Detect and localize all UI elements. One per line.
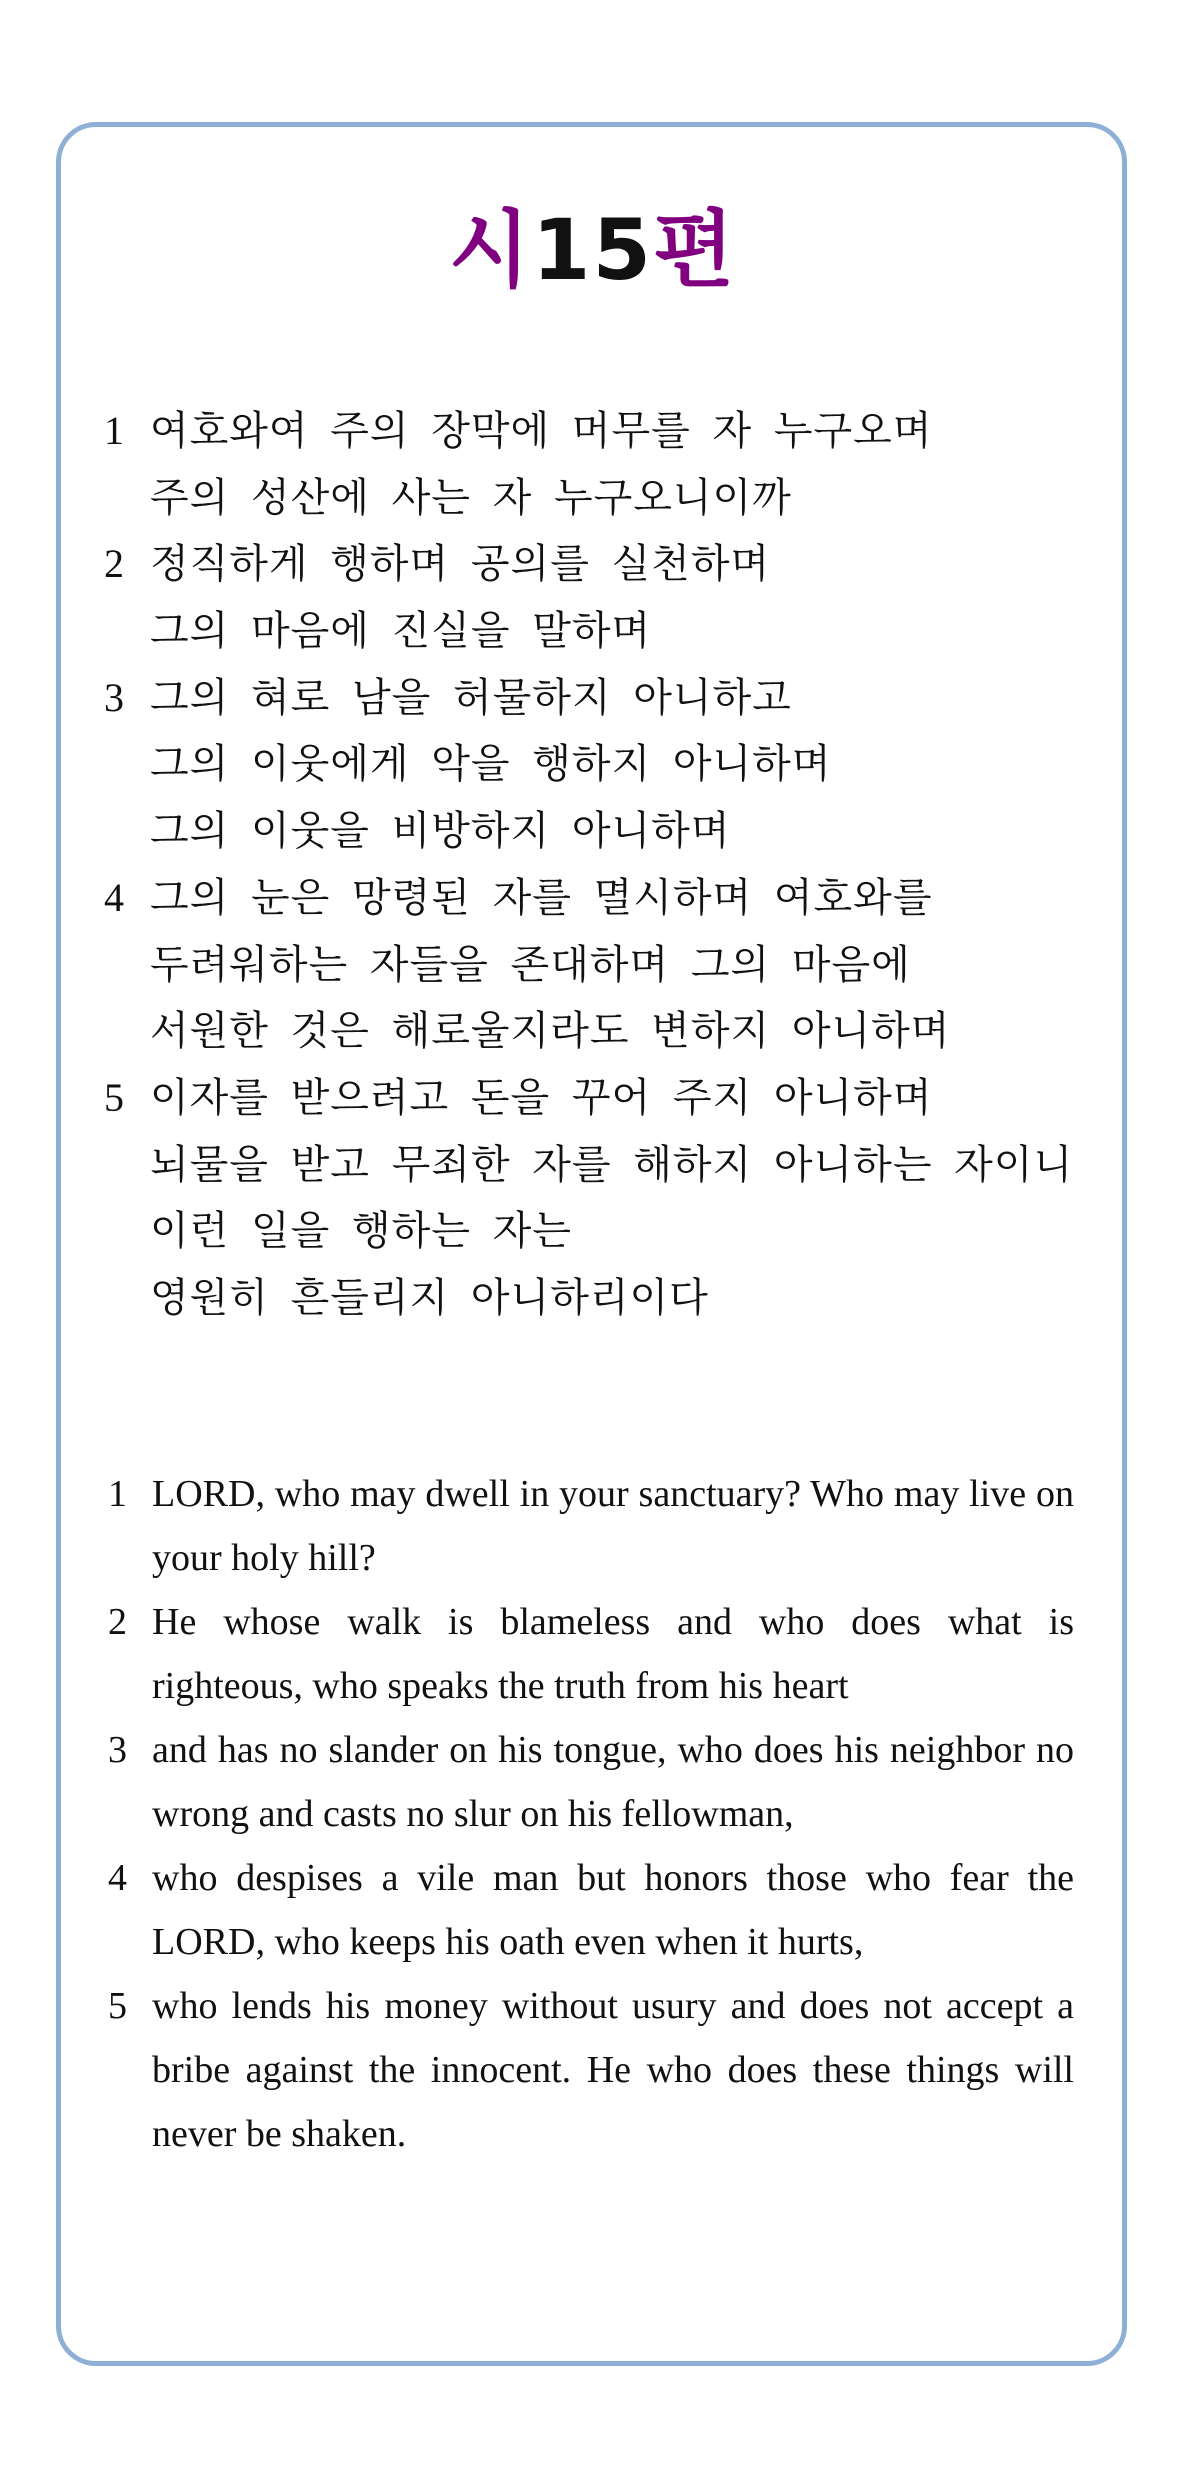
korean-verse-text: 영원히 흔들리지 아니하리이다	[150, 1274, 709, 1321]
english-verse	[104, 1590, 1074, 1718]
korean-verse-line	[100, 1065, 1120, 1132]
korean-verse-text: 이런 일을 행하는 자는	[150, 1208, 572, 1255]
english-verse	[104, 1974, 1074, 2166]
english-verse	[104, 1462, 1074, 1590]
korean-verse-line	[100, 598, 1120, 665]
english-verse-text: who despises a vile man but honors those who fear the LORD, who keeps his oath even when it hurts,	[152, 1857, 1074, 1963]
english-verse-text: LORD, who may dwell in your sanctuary? Who may live on your holy hill?	[152, 1473, 1074, 1579]
korean-verse-line	[100, 731, 1120, 798]
korean-verse-text: 그의 마음에 진실을 말하며	[150, 608, 652, 655]
korean-verse-text: 그의 이웃을 비방하지 아니하며	[150, 808, 731, 855]
title-suffix: 편	[652, 201, 737, 299]
korean-verse-line	[100, 932, 1120, 999]
korean-verse-text: 그의 눈은 망령된 자를 멸시하며 여호와를	[150, 874, 933, 921]
verse-number: 1	[104, 408, 125, 453]
verse-number: 1	[108, 1473, 127, 1515]
verse-number: 5	[108, 1985, 127, 2027]
english-verse-text: He whose walk is blameless and who does what is righteous, who speaks the truth from his heart	[152, 1601, 1074, 1707]
korean-verse-text: 그의 이웃에게 악을 행하지 아니하며	[150, 741, 832, 788]
korean-verse-text: 이자를 받으려고 돈을 꾸어 주지 아니하며	[150, 1074, 933, 1121]
title-prefix: 시	[448, 201, 533, 299]
korean-verse-text: 정직하게 행하며 공의를 실천하며	[150, 541, 771, 588]
korean-verse-line	[100, 398, 1120, 465]
verse-number: 5	[104, 1074, 125, 1120]
korean-verse-line	[100, 998, 1120, 1065]
english-verse	[104, 1718, 1074, 1846]
korean-verse-text: 여호와여 주의 장막에 머무를 자 누구오며	[150, 408, 933, 454]
korean-verse-line	[100, 1132, 1120, 1199]
korean-verse-text: 서원한 것은 해로울지라도 변하지 아니하며	[150, 1008, 951, 1055]
english-verse	[104, 1846, 1074, 1974]
english-verse-text: and has no slander on his tongue, who does his neighbor no wrong and casts no slur on his fellowman,	[152, 1729, 1074, 1835]
title-number: 15	[532, 201, 653, 299]
korean-verse-text: 그의 혀로 남을 허물하지 아니하고	[150, 674, 792, 721]
verse-number: 4	[108, 1857, 127, 1899]
verse-number: 3	[108, 1729, 127, 1771]
korean-verse-line	[100, 665, 1120, 732]
korean-verse-line	[100, 1265, 1120, 1332]
verse-number: 2	[108, 1601, 127, 1643]
english-verse-text: who lends his money without usury and does not accept a bribe against the innocent. He who does these things will never be shaken.	[152, 1985, 1074, 2155]
korean-verse-line	[100, 865, 1120, 932]
verse-number: 2	[104, 541, 125, 587]
verse-number: 4	[104, 874, 125, 920]
korean-verse-text: 뇌물을 받고 무죄한 자를 해하지 아니하는 자이니	[150, 1141, 1074, 1188]
korean-text	[100, 398, 1120, 1332]
korean-verse-line	[100, 531, 1120, 598]
korean-verse-line	[100, 465, 1120, 532]
korean-verse-line	[100, 1198, 1120, 1265]
korean-verse-line	[100, 798, 1120, 865]
korean-verse-text: 주의 성산에 사는 자 누구오니이까	[150, 474, 792, 521]
korean-verse-text: 두려워하는 자들을 존대하며 그의 마음에	[150, 941, 911, 988]
english-text	[104, 1462, 1074, 2166]
verse-number: 3	[104, 674, 125, 720]
page-title	[0, 195, 1185, 305]
